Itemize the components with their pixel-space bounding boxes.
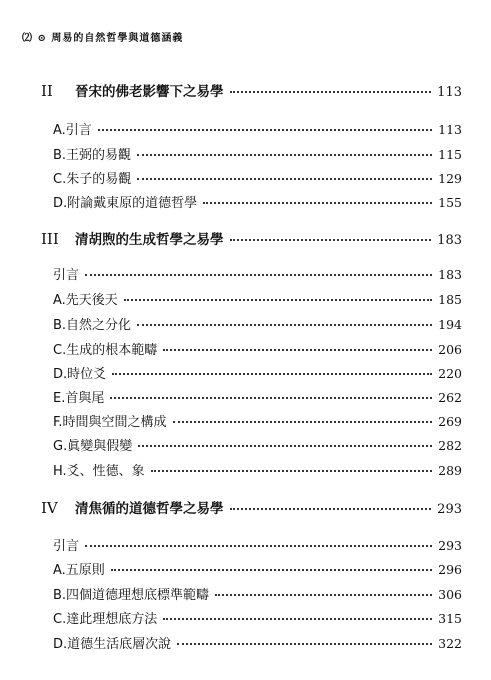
entry-page-number: 206 xyxy=(438,342,462,357)
entry-page-number: 306 xyxy=(438,587,462,602)
toc-entry[interactable] xyxy=(53,411,462,430)
toc-entry[interactable] xyxy=(53,144,462,163)
dot-leader xyxy=(151,470,432,472)
section-numeral: IV xyxy=(41,499,58,517)
running-header: ⑵ ⊙ 周易的自然哲學與道德涵義 xyxy=(22,33,184,44)
entry-title: C.生成的根本範疇 xyxy=(53,343,158,358)
dot-leader xyxy=(215,594,432,596)
section-title: 清焦循的道德哲學之易學 xyxy=(75,501,224,517)
entry-title: G.眞變與假變 xyxy=(53,439,133,454)
entry-page-number: 183 xyxy=(438,267,462,282)
entry-page-number: 113 xyxy=(438,122,462,137)
section-header-iii[interactable] xyxy=(41,228,462,248)
entry-title: A.引言 xyxy=(53,123,92,138)
dot-leader xyxy=(85,274,432,276)
entry-title: B.自然之分化 xyxy=(53,318,132,333)
entry-page-number: 289 xyxy=(438,463,462,478)
entry-page-number: 185 xyxy=(438,292,462,307)
dot-leader xyxy=(111,569,432,571)
section-page-number: 293 xyxy=(437,502,462,517)
toc-entry[interactable] xyxy=(53,608,462,627)
entry-page-number: 220 xyxy=(438,366,462,381)
dot-leader xyxy=(137,154,432,156)
entry-title: C.達此理想底方法 xyxy=(53,612,158,627)
entry-page-number: 322 xyxy=(438,636,462,651)
section-title: 清胡煦的生成哲學之易學 xyxy=(75,232,224,248)
dot-leader xyxy=(124,299,432,301)
entry-title: B.四個道德理想底標準範疇 xyxy=(53,588,210,603)
entry-title: H.爻、性德、象 xyxy=(53,464,145,479)
entry-title: D.時位爻 xyxy=(53,367,107,382)
entry-title: 引言 xyxy=(53,539,80,554)
entry-title: C.朱子的易觀 xyxy=(53,172,132,187)
section-header-ii[interactable] xyxy=(41,80,462,100)
section-header-iv[interactable] xyxy=(41,497,462,517)
dot-leader xyxy=(110,397,432,399)
toc-entry[interactable] xyxy=(53,314,462,333)
entry-title: B.王弼的易觀 xyxy=(53,148,132,163)
toc-entry[interactable] xyxy=(53,289,462,308)
entry-title: 引言 xyxy=(53,268,80,283)
entry-page-number: 296 xyxy=(438,562,462,577)
dot-leader xyxy=(177,643,432,645)
dot-leader xyxy=(230,91,432,93)
entry-page-number: 155 xyxy=(438,195,462,210)
dot-leader xyxy=(230,508,432,510)
section-title: 晉宋的佛老影響下之易學 xyxy=(75,84,224,100)
toc-entry[interactable] xyxy=(53,264,462,283)
entry-page-number: 262 xyxy=(438,390,462,405)
toc-entry[interactable] xyxy=(53,460,462,479)
toc-entry[interactable] xyxy=(53,633,462,652)
entry-page-number: 293 xyxy=(438,538,462,553)
toc-entry[interactable] xyxy=(53,168,462,187)
toc-entry[interactable] xyxy=(53,559,462,578)
dot-leader xyxy=(230,239,432,241)
entry-title: D.道德生活底層次說 xyxy=(53,637,172,652)
entry-page-number: 269 xyxy=(438,414,462,429)
dot-leader xyxy=(163,349,432,351)
toc-entry[interactable] xyxy=(53,535,462,554)
entry-page-number: 194 xyxy=(438,317,462,332)
entry-title: F.時間與空間之構成 xyxy=(53,415,167,430)
dot-leader xyxy=(137,324,432,326)
toc-entry[interactable] xyxy=(53,584,462,603)
toc-entry[interactable] xyxy=(53,363,462,382)
entry-page-number: 115 xyxy=(438,147,462,162)
dot-leader xyxy=(203,202,432,204)
dot-leader xyxy=(112,373,432,375)
section-numeral: II xyxy=(41,82,53,100)
toc-entry[interactable] xyxy=(53,119,462,138)
toc-entry[interactable] xyxy=(53,192,462,211)
entry-page-number: 315 xyxy=(438,611,462,626)
entry-page-number: 129 xyxy=(438,171,462,186)
entry-title: E.首與尾 xyxy=(53,391,105,406)
toc-entry[interactable] xyxy=(53,339,462,358)
section-page-number: 183 xyxy=(437,233,462,248)
entry-title: A.五原則 xyxy=(53,563,105,578)
entry-title: A.先天後天 xyxy=(53,293,118,308)
dot-leader xyxy=(163,618,432,620)
entry-title: D.附論戴東原的道德哲學 xyxy=(53,196,198,211)
toc-entry[interactable] xyxy=(53,387,462,406)
section-page-number: 113 xyxy=(437,85,462,100)
dot-leader xyxy=(138,445,432,447)
dot-leader xyxy=(137,178,432,180)
dot-leader xyxy=(85,545,432,547)
entry-page-number: 282 xyxy=(438,438,462,453)
toc-entry[interactable] xyxy=(53,435,462,454)
dot-leader xyxy=(98,129,432,131)
dot-leader xyxy=(173,421,433,423)
section-numeral: III xyxy=(41,230,59,248)
